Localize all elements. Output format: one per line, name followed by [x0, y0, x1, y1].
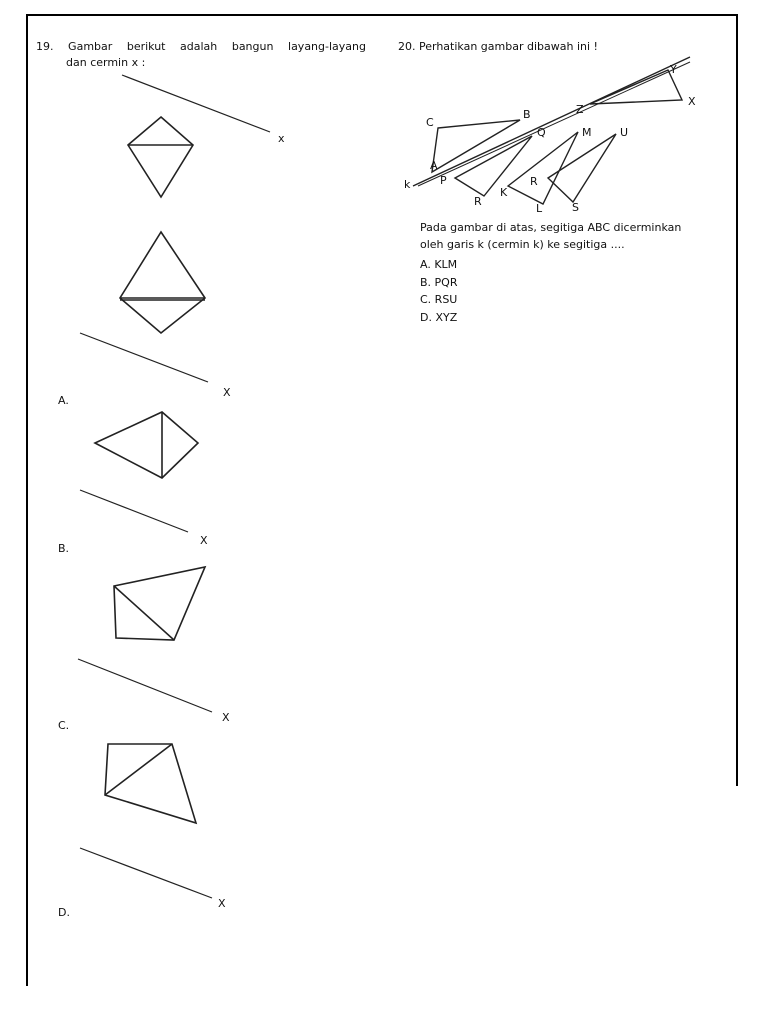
q20-triangle-rsu	[548, 134, 616, 202]
q20-label-K: K	[500, 186, 508, 199]
q19-mirror-line	[122, 75, 270, 132]
q19-option-d-mirror	[80, 848, 212, 898]
q19-option-a-mirror-label: X	[223, 386, 231, 399]
q20-label-k: k	[404, 178, 411, 191]
q20-question-line2: oleh garis k (cermin k) ke segitiga ....	[420, 238, 625, 251]
q20-label-X: X	[688, 95, 696, 108]
q19-option-c-label: C.	[58, 719, 70, 732]
q20-label-B: B	[523, 108, 531, 121]
q20-label-L: L	[536, 202, 543, 215]
q19-option-b-figure	[95, 412, 198, 478]
q20-label-P: P	[440, 174, 447, 187]
q20-question-line1: Pada gambar di atas, segitiga ABC dicerminkan	[420, 221, 682, 234]
q20-label-S: S	[572, 201, 579, 214]
q19-option-b-mirror	[80, 490, 188, 532]
q20-label-U: U	[620, 126, 629, 139]
q20-label-A: A	[430, 159, 438, 172]
q19-option-c-mirror	[78, 659, 212, 712]
q19-option-b-label: B.	[58, 542, 70, 555]
q20-mirror-line-k	[413, 57, 690, 186]
q20-label-Q: Q	[537, 126, 546, 139]
q19-question-line2: dan cermin x :	[66, 56, 146, 69]
q20-figure	[413, 57, 690, 204]
q19-option-d-label: D.	[58, 906, 70, 919]
q19-kite	[128, 117, 193, 197]
q19-option-d-figure	[105, 744, 196, 823]
q19-option-c-figure	[114, 567, 205, 640]
q20-option-b: B. PQR	[420, 276, 458, 289]
q20-label-M: M	[582, 126, 592, 139]
q19-option-b-mirror-label: X	[200, 534, 208, 547]
q20-label-Y: Y	[670, 63, 677, 76]
q20-option-c: C. RSU	[420, 293, 458, 306]
q19-question-line1: 19. Gambar berikut adalah bangun layang-layang	[36, 40, 366, 53]
q20-option-a: A. KLM	[420, 258, 458, 271]
q19-option-a-mirror	[80, 333, 208, 382]
q20-label-C: C	[426, 116, 434, 129]
q19-option-c-mirror-label: X	[222, 711, 230, 724]
q20-title: 20. Perhatikan gambar dibawah ini !	[398, 40, 598, 53]
q20-label-R: R	[474, 195, 482, 208]
q19-option-a-figure	[120, 232, 205, 333]
q20-triangle-pqr	[455, 136, 532, 196]
q19-option-a-label: A.	[58, 394, 69, 407]
q20-label-R2: R	[530, 175, 538, 188]
q20-option-d: D. XYZ	[420, 311, 458, 324]
q19-option-d-mirror-label: X	[218, 897, 226, 910]
q19-mirror-label: x	[278, 132, 285, 145]
q20-label-Z: Z	[576, 103, 584, 116]
